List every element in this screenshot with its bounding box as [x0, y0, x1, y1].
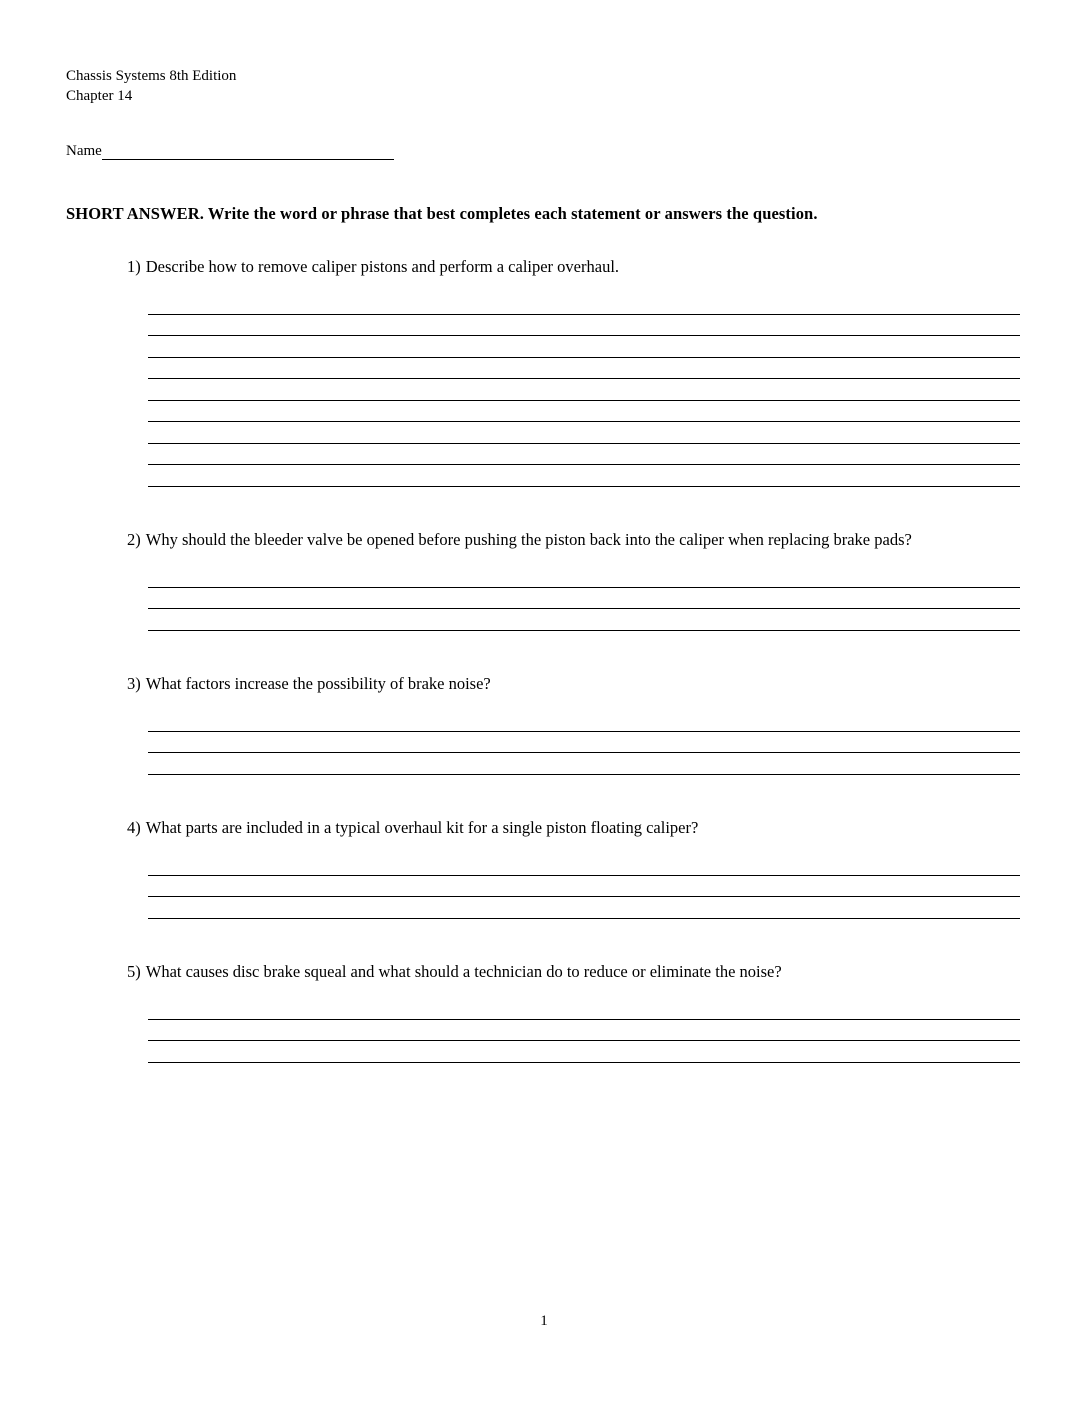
answer-line [148, 358, 1020, 380]
question [127, 254, 1022, 487]
question [127, 527, 1022, 631]
answer-line [148, 1020, 1020, 1042]
question-number: 1) [127, 256, 141, 276]
question-number: 4) [127, 817, 141, 837]
answer-lines [148, 998, 1020, 1063]
answer-line [148, 444, 1020, 466]
questions-list [127, 254, 1022, 1063]
answer-line [148, 566, 1020, 588]
page-number: 1 [540, 1313, 548, 1329]
answer-lines [148, 293, 1020, 487]
answer-line [148, 710, 1020, 732]
question-text: Describe how to remove caliper pistons and perform a caliper overhaul. [145, 256, 620, 276]
header-title: Chassis Systems 8th Edition [66, 68, 237, 84]
answer-line [148, 897, 1020, 919]
answer-line [148, 315, 1020, 337]
document-header [66, 66, 1022, 107]
header-chapter: Chapter 14 [66, 88, 133, 105]
answer-line [148, 876, 1020, 898]
answer-line [148, 588, 1020, 610]
answer-line [148, 609, 1020, 631]
question-text: What factors increase the possibility of brake noise? [145, 673, 491, 693]
question [127, 959, 1022, 1063]
question-text: What parts are included in a typical overhaul kit for a single piston floating caliper? [145, 817, 699, 837]
answer-line [148, 998, 1020, 1020]
name-row [66, 143, 1022, 160]
answer-line [148, 732, 1020, 754]
question [127, 671, 1022, 775]
question-text: What causes disc brake squeal and what should a technician do to reduce or eliminate the noise? [145, 961, 782, 981]
answer-line [148, 753, 1020, 775]
question-number: 3) [127, 673, 141, 693]
answer-line [148, 379, 1020, 401]
question [127, 815, 1022, 919]
question-number: 5) [127, 961, 141, 981]
answer-lines [148, 710, 1020, 775]
answer-lines [148, 566, 1020, 631]
answer-line [148, 336, 1020, 358]
name-label: Name [66, 142, 102, 159]
answer-line [148, 293, 1020, 315]
answer-line [148, 1041, 1020, 1063]
answer-line [148, 465, 1020, 487]
question-text: Why should the bleeder valve be opened before pushing the piston back into the caliper when replacing brake pads? [145, 529, 912, 549]
name-blank-line [102, 144, 394, 160]
question-number: 2) [127, 529, 141, 549]
answer-line [148, 854, 1020, 876]
answer-line [148, 422, 1020, 444]
answer-line [148, 401, 1020, 423]
answer-lines [148, 854, 1020, 919]
section-heading: SHORT ANSWER. Write the word or phrase that best completes each statement or answers the question. [66, 203, 818, 223]
